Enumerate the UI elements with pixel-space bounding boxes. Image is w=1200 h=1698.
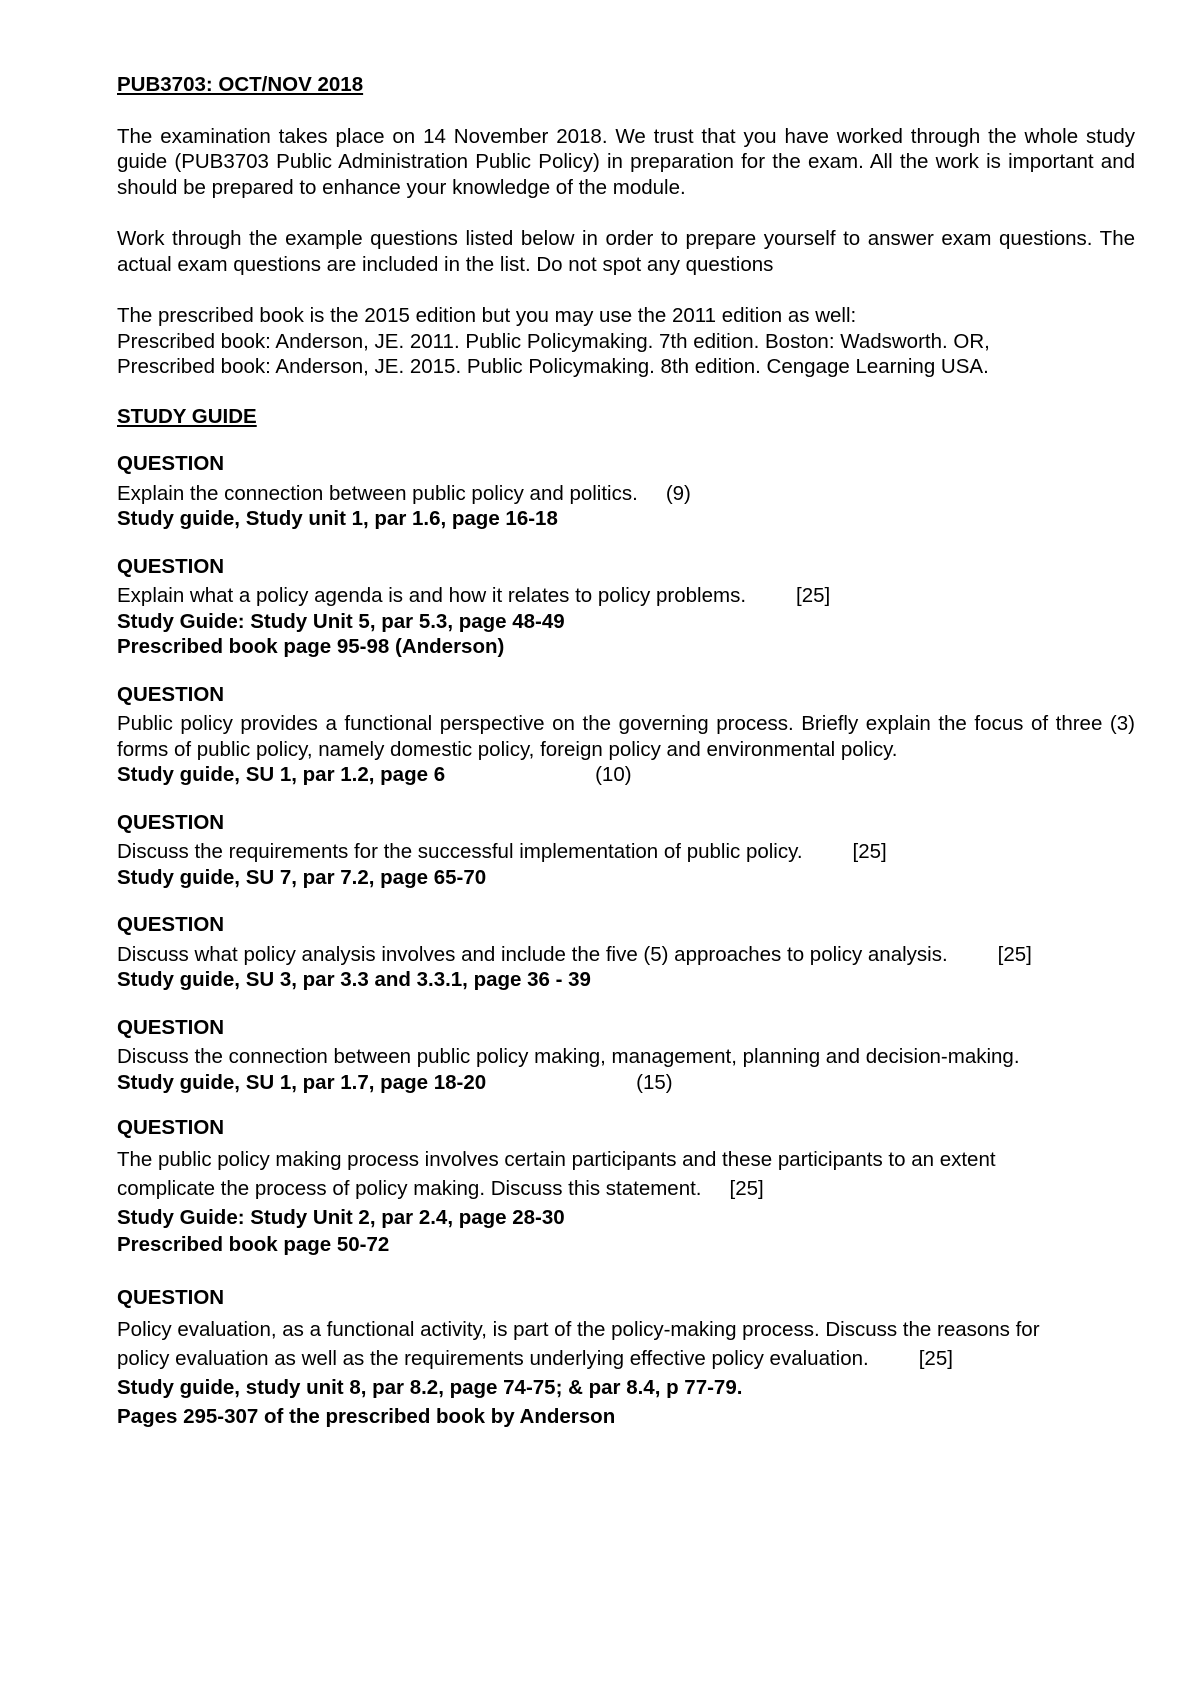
question-reference: Study guide, SU 3, par 3.3 and 3.3.1, page 36 - 39 [117, 968, 591, 991]
question-text-line-2 [117, 1344, 1135, 1373]
question-mark: [25] [729, 1176, 764, 1200]
question-reference: Pages 295-307 of the prescribed book by Anderson [117, 1404, 616, 1428]
prescribed-book-2015: Prescribed book: Anderson, JE. 2015. Public Policymaking. 8th edition. Cengage Learning USA. [117, 355, 989, 378]
question-block-6 [117, 1015, 1135, 1096]
question-block-7 [117, 1115, 1135, 1257]
question-text-line-1: Policy evaluation, as a functional activity, is part of the policy-making process. Discuss the reasons for [117, 1317, 1040, 1341]
question-text: Discuss the connection between public policy making, management, planning and decision-making. [117, 1045, 1020, 1068]
question-reference: Study guide, SU 1, par 1.7, page 18-20 [117, 1070, 487, 1094]
question-reference: Study guide, SU 7, par 7.2, page 65-70 [117, 865, 487, 889]
prescribed-book-section [117, 303, 1135, 380]
question-mark: [25] [918, 1346, 953, 1370]
question-reference: Study guide, SU 1, par 1.2, page 6 [117, 763, 446, 786]
question-block-2 [117, 554, 1135, 660]
question-label: QUESTION [117, 1286, 225, 1309]
question-mark: (15) [636, 1070, 673, 1094]
question-reference: Prescribed book page 50-72 [117, 1232, 390, 1256]
question-text [117, 481, 1135, 507]
question-text [117, 942, 1135, 968]
question-reference: Study guide, Study unit 1, par 1.6, page 16-18 [117, 507, 558, 530]
question-block-3 [117, 682, 1135, 788]
question-reference: Study guide, study unit 8, par 8.2, page 74-75; & par 8.4, p 77-79. [117, 1375, 743, 1399]
question-mark: (9) [665, 481, 691, 505]
question-label: QUESTION [117, 682, 225, 706]
question-block-1 [117, 451, 1135, 532]
question-text-body: Explain what a policy agenda is and how it relates to policy problems. [117, 584, 747, 607]
question-mark: [25] [997, 942, 1032, 966]
question-text: Public policy provides a functional perspective on the governing process. Briefly explain the focus of three (3) forms of public policy, namely domestic policy, foreign policy and environmental policy. [117, 712, 1135, 761]
question-reference-line [117, 762, 1135, 788]
question-block-8 [117, 1285, 1135, 1431]
question-text-line-1: The public policy making process involves certain participants and these participants to an extent [117, 1147, 996, 1171]
question-label: QUESTION [117, 1015, 225, 1039]
document-title: PUB3703: OCT/NOV 2018 [117, 73, 364, 96]
question-text-body: Discuss what policy analysis involves and include the five (5) approaches to policy analysis. [117, 942, 948, 966]
prescribed-book-note: The prescribed book is the 2015 edition but you may use the 2011 edition as well: [117, 304, 857, 327]
question-label: QUESTION [117, 554, 225, 578]
question-text [117, 583, 1135, 609]
question-text-body: policy evaluation as well as the requirements underlying effective policy evaluation. [117, 1346, 869, 1370]
question-label: QUESTION [117, 810, 225, 834]
question-label: QUESTION [117, 452, 225, 475]
question-reference: Study Guide: Study Unit 2, par 2.4, page 28-30 [117, 1205, 565, 1229]
question-reference: Prescribed book page 95-98 (Anderson) [117, 635, 505, 658]
intro-paragraph-exam-date: The examination takes place on 14 November 2018. We trust that you have worked through the whole study guide (PUB3703 Public Administration Public Policy) in preparation for the exam. All the work is important and should be prepared to enhance your knowledge of the module. [117, 124, 1135, 199]
question-block-4 [117, 810, 1135, 891]
question-mark: [25] [852, 840, 887, 863]
question-text-body: complicate the process of policy making. Discuss this statement. [117, 1176, 702, 1200]
question-mark: (10) [595, 763, 632, 786]
question-text-body: Explain the connection between public policy and politics. [117, 481, 638, 505]
question-reference: Study Guide: Study Unit 5, par 5.3, page 48-49 [117, 609, 565, 633]
question-reference-line [117, 1070, 1135, 1096]
study-guide-heading: STUDY GUIDE [117, 404, 257, 428]
question-label: QUESTION [117, 913, 225, 936]
question-mark: [25] [796, 584, 831, 607]
question-text-body: Discuss the requirements for the successful implementation of public policy. [117, 840, 803, 863]
question-label: QUESTION [117, 1116, 225, 1139]
prescribed-book-2011: Prescribed book: Anderson, JE. 2011. Public Policymaking. 7th edition. Boston: Wadsworth. OR, [117, 329, 990, 353]
document-page [117, 72, 1135, 1431]
question-text [117, 839, 1135, 865]
question-block-5 [117, 912, 1135, 993]
question-text-line-2 [117, 1174, 1135, 1203]
intro-paragraph-instructions: Work through the example questions listed below in order to prepare yourself to answer exam questions. The actual exam questions are included in the list. Do not spot any questions [117, 227, 1135, 276]
